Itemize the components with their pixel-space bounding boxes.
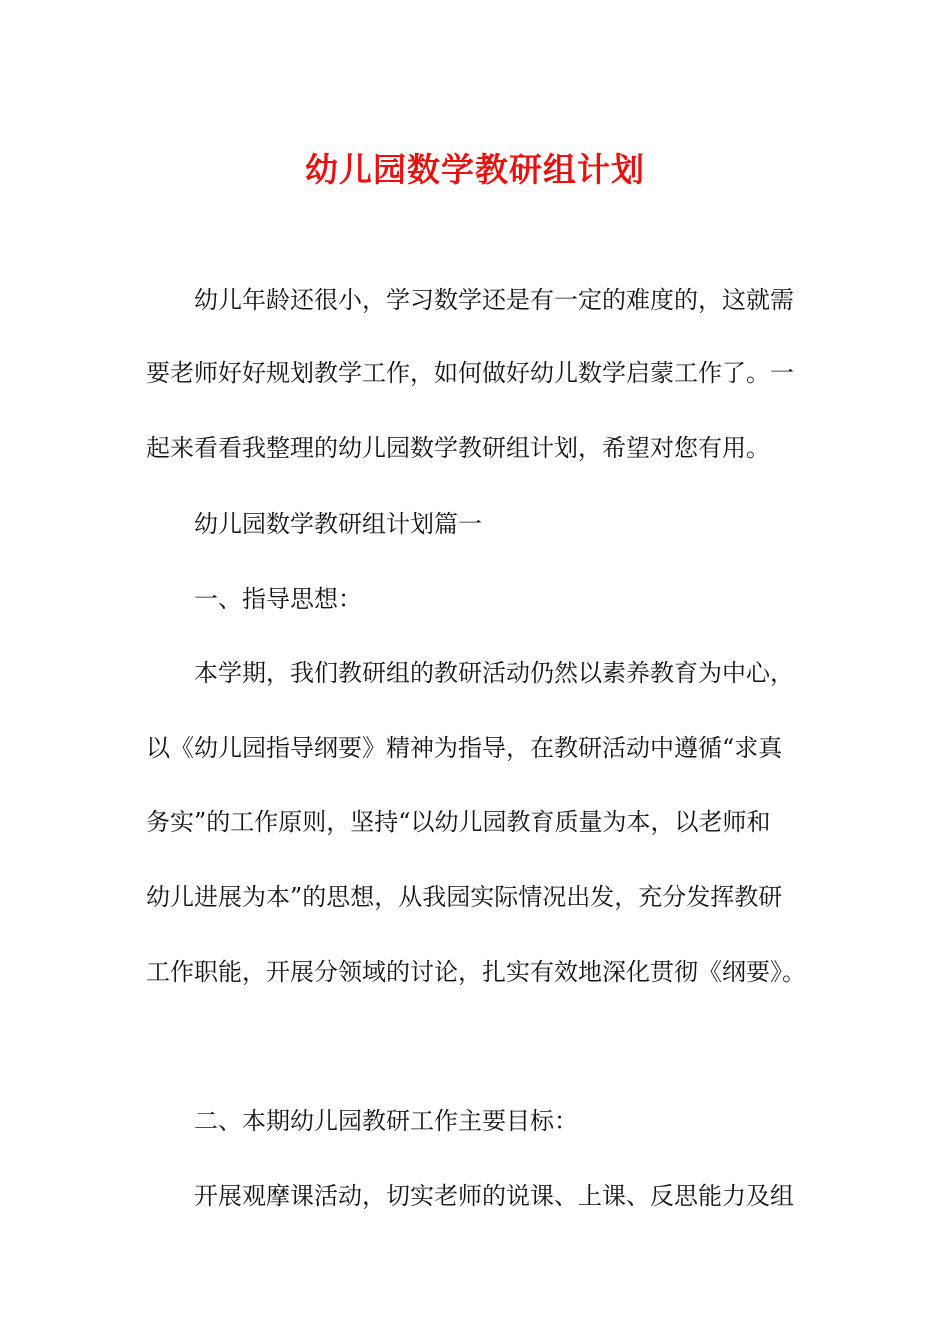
paragraph-line: 幼儿年龄还很小，学习数学还是有一定的难度的，这就需 bbox=[194, 286, 794, 314]
section-heading: 二、本期幼儿园教研工作主要目标： bbox=[194, 1107, 578, 1135]
paragraph-line: 开展观摩课活动，切实老师的说课、上课、反思能力及组 bbox=[194, 1182, 794, 1210]
paragraph-line: 要老师好好规划教学工作，如何做好幼儿数学启蒙工作了。一 bbox=[146, 359, 794, 387]
section-heading: 幼儿园数学教研组计划篇一 bbox=[194, 510, 482, 538]
paragraph-line: 本学期，我们教研组的教研活动仍然以素养教育为中心， bbox=[194, 659, 794, 687]
paragraph-line: 以《幼儿园指导纲要》精神为指导，在教研活动中遵循“求真 bbox=[146, 734, 783, 762]
paragraph-line: 幼儿进展为本”的思想，从我园实际情况出发，充分发挥教研 bbox=[146, 883, 783, 911]
paragraph-line: 起来看看我整理的幼儿园数学教研组计划，希望对您有用。 bbox=[146, 434, 770, 462]
section-heading: 一、指导思想： bbox=[194, 585, 362, 613]
paragraph-line: 工作职能，开展分领域的讨论，扎实有效地深化贯彻《纲要》。 bbox=[146, 958, 806, 986]
paragraph-line: 务实”的工作原则，坚持“以幼儿园教育质量为本，以老师和 bbox=[146, 808, 771, 836]
document-title: 幼儿园数学教研组计划 bbox=[305, 150, 645, 189]
